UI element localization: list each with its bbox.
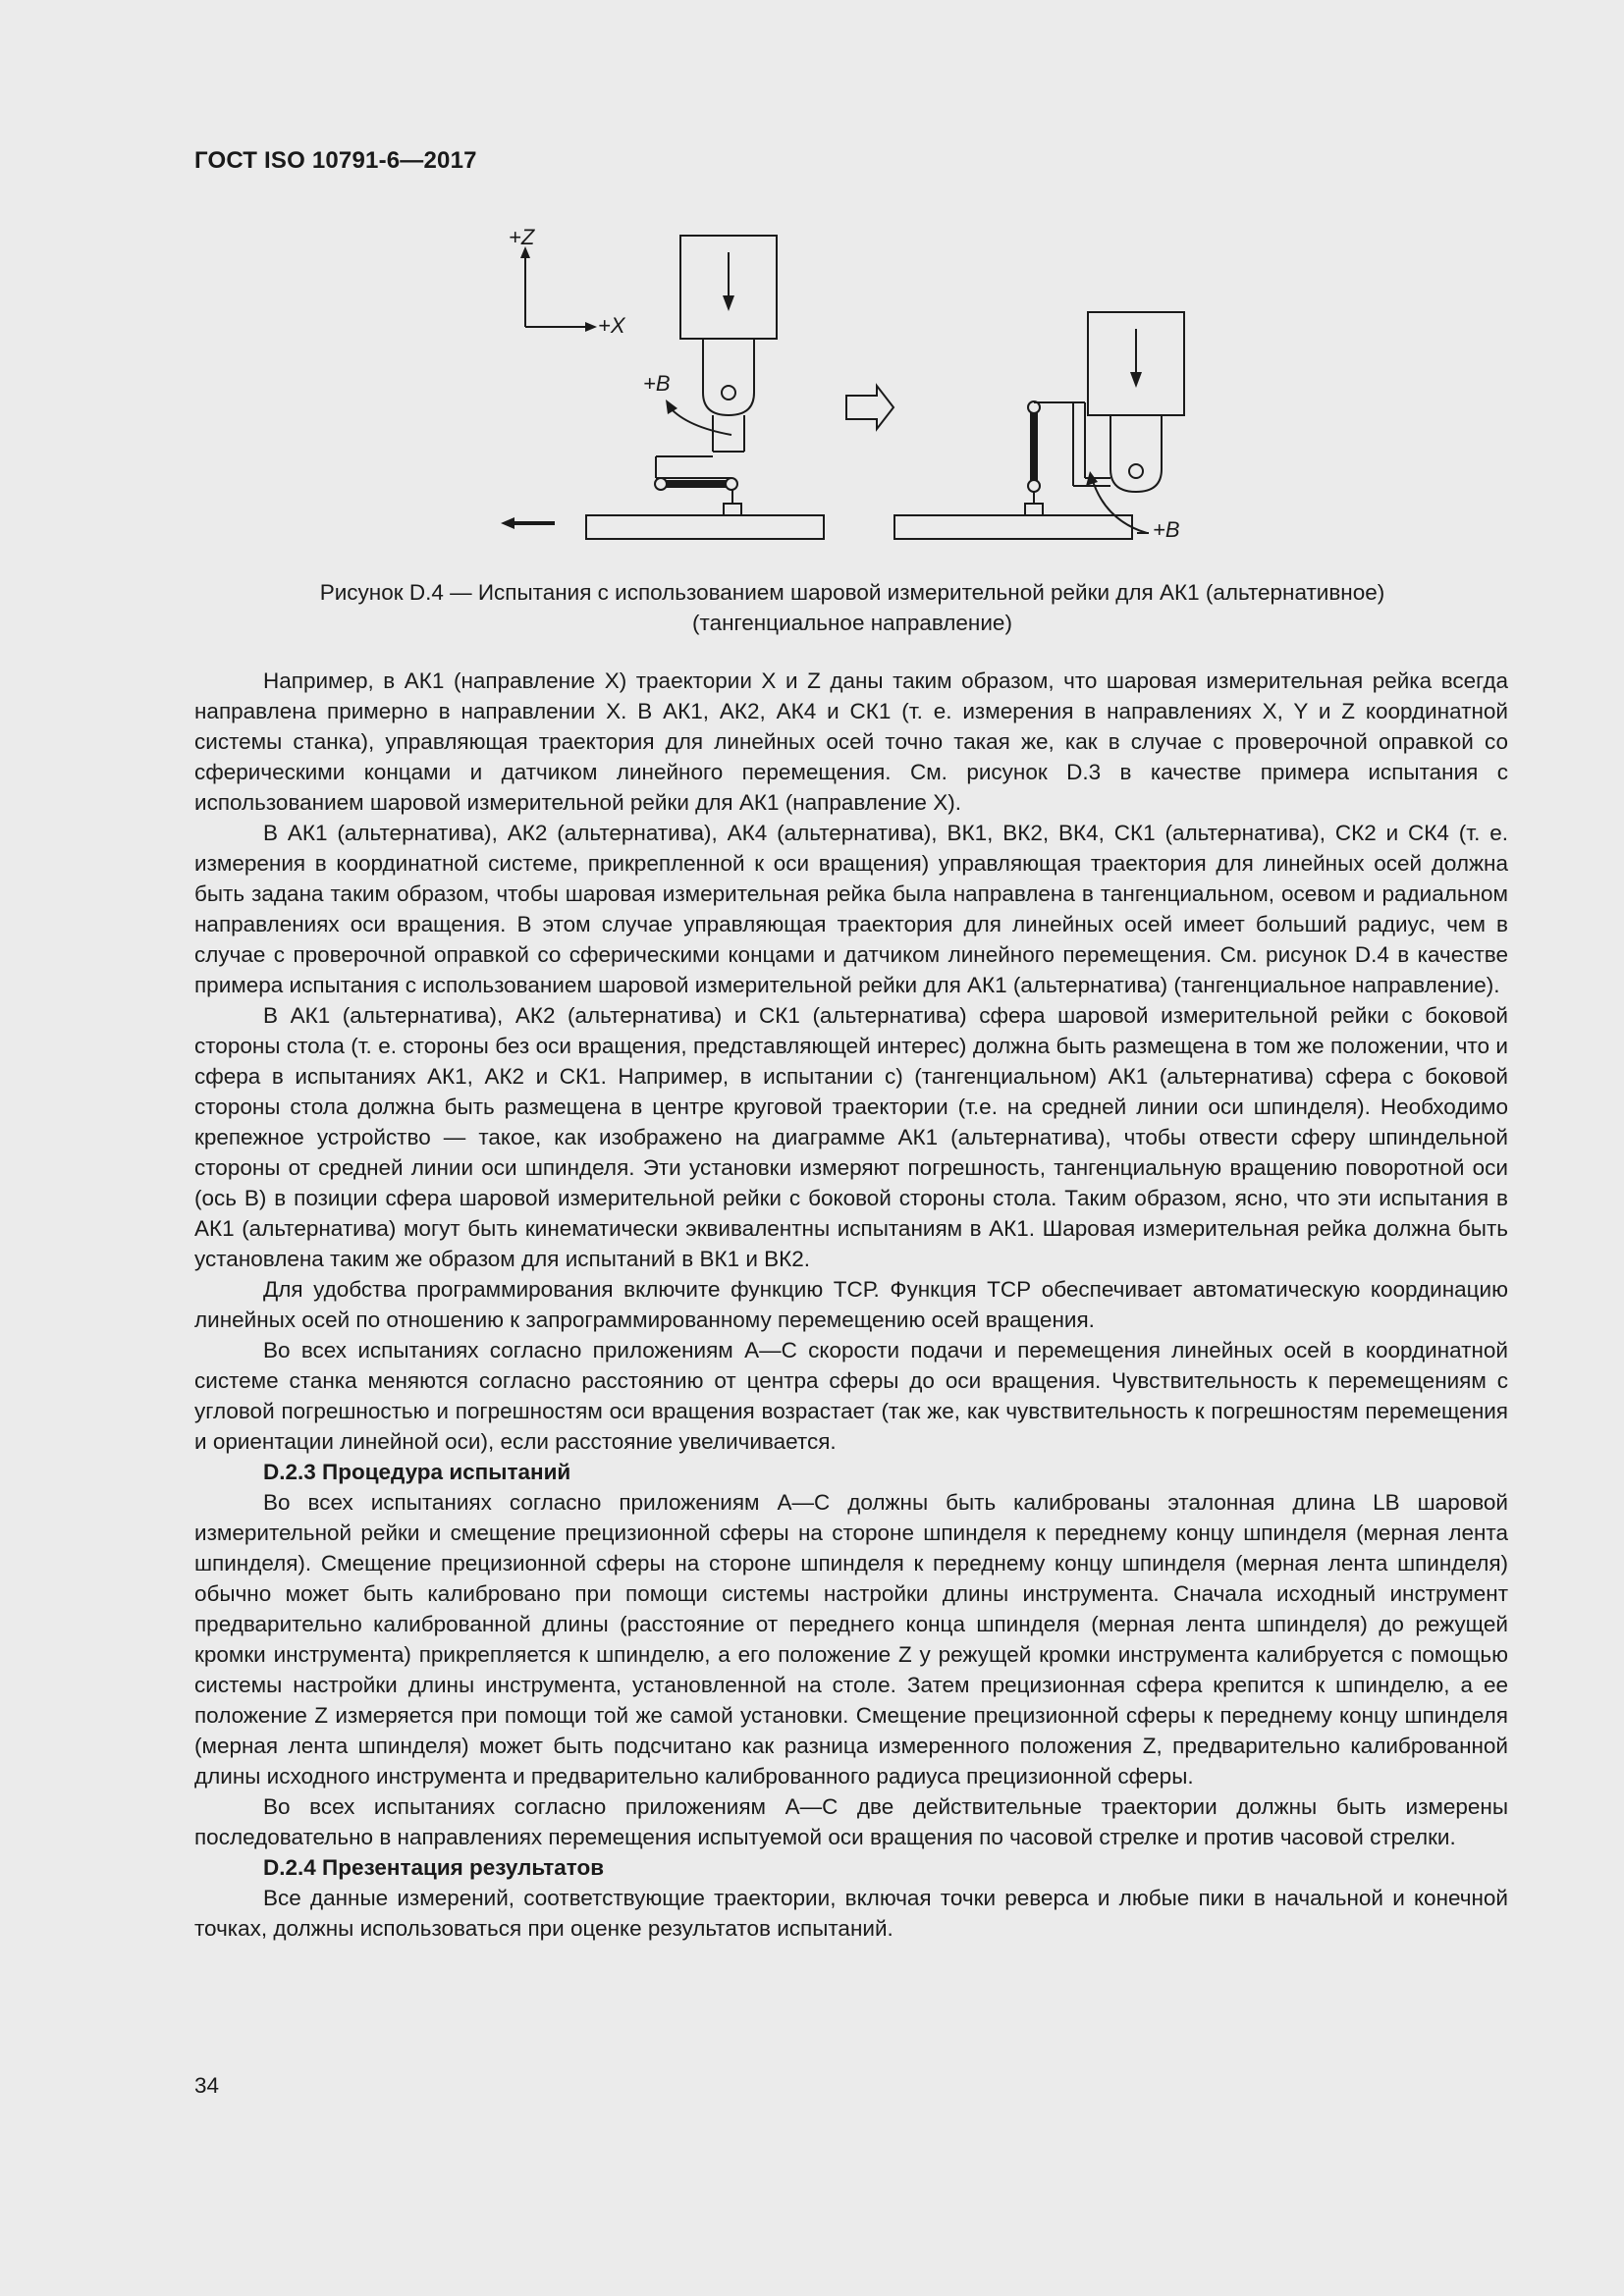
left-spindle-nose — [703, 339, 754, 415]
left-table — [586, 515, 824, 539]
page-number: 34 — [194, 2073, 220, 2098]
section-heading-d23: D.2.3 Процедура испытаний — [263, 1460, 571, 1484]
paragraph: Во всех испытаниях согласно приложениям А—С должны быть калиброваны эталонная длина LB шаровой измерительной рейки и смещение прецизионной сферы на стороне шпинделя к переднему концу шпинделя (мерная лента шпинделя). Смещение прецизионной сферы на стороне шпинделя к переднему концу шпинделя (мерная лента шпинделя) обычно может быть калибровано при помощи системы настройки длины инструмента. Сначала исходный инструмент предварительно калиброванной длины (расстояние от переднего конца шпинделя (мерная лента шпинделя) до режущей кромки инструмента) прикрепляется к шпинделю, а его положение Z у режущей кромки инструмента калибруется с помощью системы настройки длины инструмента, установленной на столе. Затем прецизионная сфера крепится к шпинделю, а ее положение Z измеряется при помощи той же самой установки. Смещение прецизионной сферы к переднему концу шпинделя (мерная лента шпинделя) может быть подсчитано как разница измеренного положения Z, предварительно калиброванной длины исходного инструмента и предварительно калиброванного радиуса прецизионной сферы. — [194, 1490, 1508, 1789]
left-b-rotation-arrow — [670, 407, 731, 435]
document-header: ГОСТ ISO 10791-6—2017 — [194, 147, 477, 174]
section-heading-d24: D.2.4 Презентация результатов — [263, 1855, 605, 1880]
paragraph: Например, в АК1 (направление X) траектории X и Z даны таким образом, что шаровая измерительная рейка всегда направлена примерно в направлении X. В АК1, АК2, АК4 и СК1 (т. е. измерения в направлениях X, Y и Z координатной системы станка), управляющая траектория для линейных осей точно такая же, как в случае с проверочной оправкой со сферическими концами и датчиком линейного перемещения. См. рисунок D.3 в качестве примера испытания с использованием шаровой измерительной рейки для АК1 (направление X). — [194, 668, 1508, 815]
caption-line-1: Рисунок D.4 — Испытания с использованием шаровой измерительной рейки для АК1 (альтернативное) — [319, 580, 1385, 605]
paragraph: Для удобства программирования включите функцию ТСР. Функция ТСР обеспечивает автоматическую координацию линейных осей по отношению к запрограммированному перемещению осей вращения. — [194, 1277, 1508, 1332]
b-axis-label-right: +B — [1153, 517, 1180, 542]
paragraph: Все данные измерений, соответствующие траектории, включая точки реверса и любые пики в начальной и конечной точках, должны использоваться при оценке результатов испытаний. — [194, 1886, 1508, 1941]
transition-arrow — [846, 386, 893, 429]
figure-d4-drawing — [0, 221, 1624, 555]
paragraph: В АК1 (альтернатива), АК2 (альтернатива) и СК1 (альтернатива) сфера шаровой измерительной рейки с боковой стороны стола (т. е. стороны без оси вращения, представляющей интерес) должна быть размещена в том же положении, что и сфера в испытаниях АК1, АК2 и СК1. Например, в испытании с) (тангенциальном) АК1 (альтернатива) сфера с боковой стороны стола должна быть размещена в центре круговой траектории (т.е. на средней линии оси шпинделя). Необходимо крепежное устройство — такое, как изображено на диаграмме АК1 (альтернатива), чтобы отвести сферу шпиндельной стороны от средней линии оси шпинделя. Эти установки измеряют погрешность, тангенциальную вращению поворотной оси (ось B) в позиции сфера шаровой измерительной рейки с боковой стороны стола. Таким образом, ясно, что эти испытания в АК1 (альтернатива) могут быть кинематически эквивалентны испытаниям в АК1. Шаровая измерительная рейка должна быть установлена таким же образом для испытаний в ВК1 и ВК2. — [194, 1003, 1508, 1271]
table-motion-arrow — [501, 517, 514, 529]
body-text — [194, 666, 1508, 1944]
figure-d4 — [0, 221, 1624, 555]
paragraph: Во всех испытаниях согласно приложениям А—С две действительные траектории должны быть измерены последовательно в направлениях перемещения испытуемой оси вращения по часовой стрелке и против часовой стрелки. — [194, 1794, 1508, 1849]
paragraph: Во всех испытаниях согласно приложениям А—С скорости подачи и перемещения линейных осей в координатной системе станка меняются согласно расстоянию от центра сферы до оси вращения. Чувствительность к перемещениям с угловой погрешностью и погрешностям оси вращения возрастает (так же, как чувствительность к погрешностям перемещения и ориентации линейной оси), если расстояние увеличивается. — [194, 1338, 1508, 1454]
paragraph: В АК1 (альтернатива), АК2 (альтернатива), АК4 (альтернатива), ВК1, ВК2, ВК4, СК1 (альтернатива), СК2 и СК4 (т. е. измерения в координатной системе, прикрепленной к оси вращения) управляющая траектория для линейных осей должна быть задана таким образом, чтобы шаровая измерительная рейка была направлена в тангенциальном, осевом и радиальном направлениях оси вращения. В этом случае управляющая траектория для линейных осей имеет больший радиус, чем в случае с проверочной оправкой со сферическими концами и датчиком линейного перемещения. См. рисунок D.4 в качестве примера испытания с использованием шаровой измерительной рейки для АК1 (альтернатива) (тангенциальное направление). — [194, 821, 1508, 997]
x-axis-label: +X — [598, 313, 625, 338]
x-axis-arrowhead — [585, 322, 597, 332]
right-table — [894, 515, 1132, 539]
b-axis-label-left: +B — [643, 371, 671, 396]
z-axis-label: +Z — [509, 225, 535, 249]
right-spindle-nose — [1110, 415, 1162, 492]
caption-line-2: (тангенциальное направление) — [692, 611, 1012, 635]
figure-caption — [194, 577, 1510, 638]
